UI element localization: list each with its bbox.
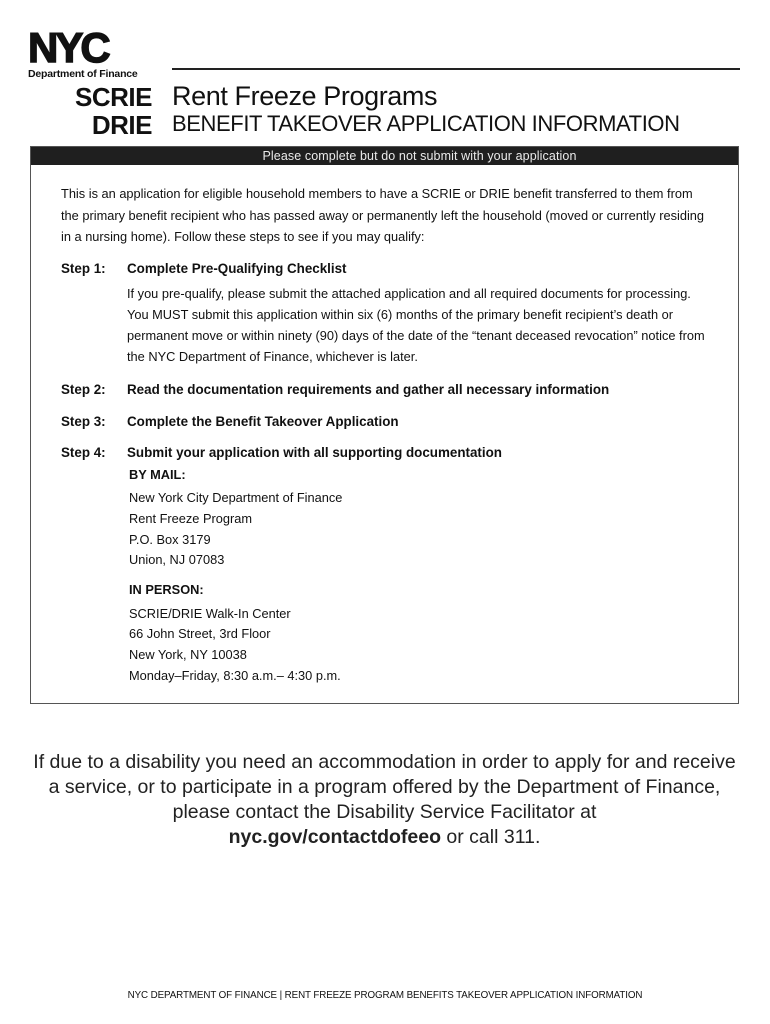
step-3	[61, 411, 708, 433]
program-scrie: SCRIE	[75, 82, 152, 112]
by-mail-heading: BY MAIL:	[129, 466, 186, 482]
step-title: Complete the Benefit Takeover Application	[127, 413, 399, 429]
address-line: New York City Department of Finance	[129, 490, 343, 505]
page-subtitle: BENEFIT TAKEOVER APPLICATION INFORMATION	[172, 111, 680, 136]
header-rule	[172, 68, 740, 70]
address-line: Union, NJ 07083	[129, 552, 225, 568]
notice-suffix: or call 311.	[441, 826, 541, 848]
page-footer: NYC DEPARTMENT OF FINANCE | RENT FREEZE PROGRAM BENEFITS TAKEOVER APPLICATION INFORMATION	[127, 990, 643, 1001]
step-1-body: If you pre-qualify, please submit the attached application and all required documents for processing. You MUST submit this application within six (6) months of the primary benefit recipient’s death or permanent move or within ninety (90) days of the date of the “tenant deceased revocation” notice from the NYC Department of Finance, whichever is later.	[127, 286, 705, 364]
intro-text: This is an application for eligible household members to have a SCRIE or DRIE benefit transferred to them from the primary benefit recipient who has passed away or permanently left the household (moved or currently residing in a nursing home). Follow these steps to see if you may qualify:	[61, 186, 705, 244]
accessibility-notice	[30, 750, 739, 850]
step-number: Step 2:	[61, 382, 106, 397]
address-line: Rent Freeze Program	[129, 510, 253, 526]
program-drie: DRIE	[91, 110, 152, 140]
instructions-banner: Please complete but do not submit with your application	[31, 147, 738, 165]
step-1	[61, 258, 708, 280]
mail-address	[129, 488, 708, 571]
address-line: P.O. Box 3179	[129, 531, 211, 547]
instructions-box	[30, 146, 739, 704]
step-number: Step 3:	[61, 413, 106, 429]
page-title: Rent Freeze Programs	[172, 81, 438, 111]
office-hours: Monday–Friday, 8:30 a.m.– 4:30 p.m.	[129, 668, 341, 684]
step-2	[61, 379, 708, 401]
notice-text: If due to a disability you need an accommodation in order to apply for and receive a service, or to participate in a program offered by the Department of Finance, please contact the Disability Service Facilitator at	[33, 751, 736, 823]
step-4	[61, 442, 708, 464]
step-title: Submit your application with all supporting documentation	[127, 445, 502, 460]
address-line: 66 John Street, 3rd Floor	[129, 626, 271, 642]
walk-in-address	[129, 604, 708, 687]
address-line: SCRIE/DRIE Walk-In Center	[129, 605, 291, 621]
address-line: New York, NY 10038	[129, 647, 247, 663]
in-person-heading: IN PERSON:	[129, 582, 204, 598]
nyc-logo-mark: NYC	[28, 24, 108, 71]
step-number: Step 1:	[61, 260, 106, 276]
step-title: Read the documentation requirements and gather all necessary information	[127, 382, 610, 397]
nyc-dof-logo	[28, 24, 152, 80]
department-name: Department of Finance	[28, 68, 138, 80]
step-title: Complete Pre-Qualifying Checklist	[127, 260, 347, 276]
step-number: Step 4:	[61, 445, 106, 460]
contact-link[interactable]: nyc.gov/contactdofeeo	[228, 826, 441, 848]
